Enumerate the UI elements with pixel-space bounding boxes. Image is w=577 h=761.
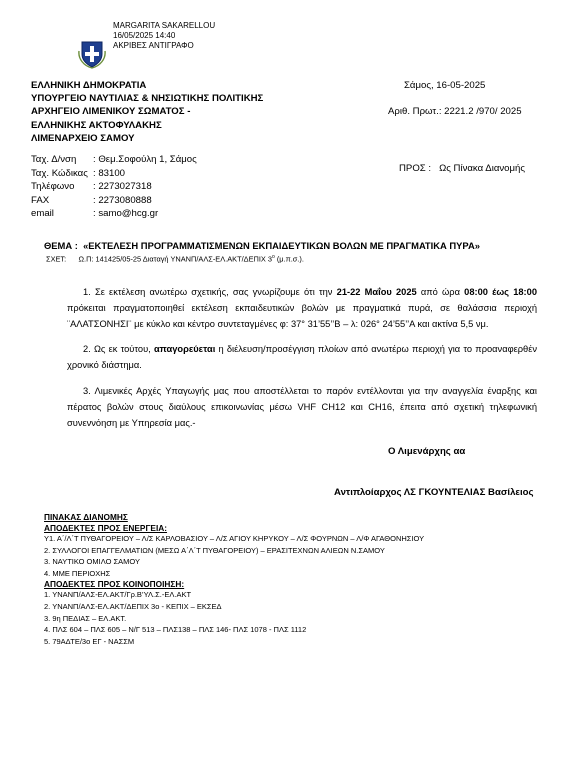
- contact-label: Ταχ. Δ/νση: [31, 154, 77, 165]
- paragraph-2: [67, 342, 537, 374]
- contact-value: : 83100: [93, 167, 126, 179]
- contact-value: : 2273027318: [93, 181, 152, 192]
- paragraph-text: 2. Ως εκ τούτου,: [83, 344, 154, 354]
- contact-label: FAX: [31, 194, 50, 206]
- contact-phone: [31, 180, 197, 194]
- stamp-certification: ΑΚΡΙΒΕΣ ΑΝΤΙΓΡΑΦΟ: [113, 41, 194, 50]
- info-recipient-item: 2. ΥΝΑΝΠ/ΑΛΣ-ΕΛ.ΑΚΤ/ΔΕΠΙΧ 3ο - ΚΕΠΙΧ – ΕΚΣΕΔ: [44, 601, 222, 611]
- reference-line: [46, 254, 304, 263]
- header-line: ΑΡΧΗΓΕΙΟ ΛΙΜΕΝΙΚΟΥ ΣΩΜΑΤΟΣ -: [31, 106, 191, 118]
- contact-email: [31, 207, 197, 221]
- contact-value: : samo@hcg.gr: [93, 208, 159, 219]
- contact-value: : 2273080888: [93, 194, 152, 206]
- header-line: ΛΙΜΕΝΑΡΧΕΙΟ ΣΑΜΟΥ: [31, 132, 135, 144]
- header-line: ΕΛΛΗΝΙΚΗΣ ΑΚΤΟΦΥΛΑΚΗΣ: [31, 119, 162, 131]
- info-recipients-title: ΑΠΟΔΕΚΤΕΣ ΠΡΟΣ ΚΟΙΝΟΠΟΙΗΣΗ:: [44, 579, 185, 590]
- action-recipient-item: 3. ΝΑΥΤΙΚΟ ΟΜΙΛΟ ΣΑΜΟΥ: [44, 557, 140, 567]
- contact-postcode: [31, 167, 197, 181]
- paragraph-text: 1. Σε εκτέλεση ανωτέρω σχετικής, σας γνωρίζουμε ότι την: [83, 287, 337, 297]
- paragraph-3: [67, 384, 537, 431]
- recipient-value: Ως Πίνακα Διανομής: [439, 163, 525, 174]
- paragraph-text: η διέλευση/προσέγγιση πλοίων από ανωτέρω περιοχή για το προαναφερθέν χρονικό διάστημα.: [67, 344, 537, 370]
- paragraph-text: από ώρα: [416, 287, 465, 297]
- reference-text: Ω.Π: 141425/05-25 Διαταγή ΥΝΑΝΠ/ΑΛΣ-ΕΛ.ΑΚΤ/ΔΕΠΙΧ 3: [78, 254, 272, 264]
- paragraph-time: 08:00 έως 18:00: [464, 287, 537, 297]
- distribution-title: ΠΙΝΑΚΑΣ ΔΙΑΝΟΜΗΣ: [44, 512, 128, 522]
- reference-sup: ο: [271, 254, 275, 260]
- info-recipient-item: 3. 9η ΠΕΔΙΑΣ – ΕΛ.ΑΚΤ.: [44, 613, 127, 623]
- contact-label: email: [31, 208, 54, 219]
- distribution-list: [44, 512, 424, 647]
- recipient: [399, 163, 525, 174]
- action-recipient-item: 4. ΜΜΕ ΠΕΡΙΟΧΗΣ: [44, 568, 111, 578]
- subject-line: [44, 240, 480, 251]
- contact-value: : Θεμ.Σοφούλη 1, Σάμος: [93, 154, 197, 165]
- paragraph-text: 3. Λιμενικές Αρχές Υπαγωγής μας που αποστέλλεται το παρόν εντέλλονται για την αναγγελία έναρξης και πέρατος βολών στους διαύλους επικοινωνίας μέσω VHF CH12 και CH16, έπειτα από σχετική τηλεφωνική συνεννόηση με Υπηρεσία μας.-: [67, 386, 537, 428]
- signature-title: Ο Λιμενάρχης αα: [388, 446, 466, 457]
- header-line: ΥΠΟΥΡΓΕΙΟ ΝΑΥΤΙΛΙΑΣ & ΝΗΣΙΩΤΙΚΗΣ ΠΟΛΙΤΙΚΗΣ: [31, 93, 264, 105]
- stamp-signer: MARGARITA SAKARELLOU: [113, 21, 216, 30]
- header-line: ΕΛΛΗΝΙΚΗ ΔΗΜΟΚΡΑΤΙΑ: [31, 80, 147, 91]
- info-recipient-item: 5. 79ΑΔΤΕ/3ο ΕΓ - ΝΑΣΣΜ: [44, 636, 135, 646]
- contact-fax: [31, 194, 197, 208]
- info-recipient-item: 1. ΥΝΑΝΠ/ΑΛΣ-ΕΛ.ΑΚΤ/Γρ.Β’ΥΛ.Σ.-ΕΛ.ΑΚΤ: [44, 590, 192, 600]
- contact-label: Ταχ. Κώδικας: [31, 167, 88, 179]
- paragraph-text: πρόκειται πραγματοποιηθεί εκτέλεση εκπαιδευτικών βολών με πραγματικά πυρά, σε θαλάσσια περιοχή ¨ΑΛΑΤΣΟΝΗΣΙ¨ με κύκλο και κέντρο συντεταγμένες φ: 37° 31’55’’Β – λ: 026° 24’55’’Α και ακτίνα 5,5 νμ.: [67, 302, 537, 329]
- subject-label: ΘΕΜΑ :: [44, 240, 78, 251]
- action-recipient-item: 2. ΣΥΛΛΟΓΟΙ ΕΠΑΓΓΕΛΜΑΤΙΩΝ (ΜΕΣΩ Α΄Λ΄Τ ΠΥΘΑΓΟΡΕΙΟΥ) – ΕΡΑΣΙΤΕΧΝΩΝ ΑΛΙΕΩΝ Ν.ΣΑΜΟΥ: [44, 545, 385, 555]
- contact-block: [31, 153, 197, 221]
- paragraph-1: [67, 285, 537, 332]
- recipient-label: ΠΡΟΣ :: [399, 163, 432, 174]
- contact-label: Τηλέφωνο: [31, 181, 75, 192]
- issuing-authority: [31, 79, 263, 145]
- info-recipient-item: 4. ΠΛΣ 604 – ΠΛΣ 605 – Ν/Γ 513 – ΠΛΣ138 – ΠΛΣ 146- ΠΛΣ 1078 - ΠΛΣ 1112: [44, 625, 307, 635]
- paragraph-prohibited: απαγορεύεται: [153, 344, 216, 354]
- coat-of-arms-icon: [78, 39, 106, 69]
- action-recipient-item: Υ1. Α΄/Λ΄Τ ΠΥΘΑΓΟΡΕΙΟΥ – Λ/Σ ΚΑΡΛΟΒΑΣΙΟΥ – Λ/Σ ΑΓΙΟΥ ΚΗΡΥΚΟΥ – Λ/Σ ΦΟΥΡΝΩΝ – Λ/Φ ΑΓΑΘΟΝΗΣΙΟΥ: [44, 534, 425, 543]
- protocol-number: Αριθ. Πρωτ.: 2221.2 /970/ 2025: [388, 106, 522, 117]
- subject-text: «ΕΚΤΕΛΕΣΗ ΠΡΟΓΡΑΜΜΑΤΙΣΜΕΝΩΝ ΕΚΠΑΙΔΕΥΤΙΚΩΝ ΒΟΛΩΝ ΜΕ ΠΡΑΓΜΑΤΙΚΑ ΠΥΡΑ»: [83, 240, 480, 251]
- action-recipients-title: ΑΠΟΔΕΚΤΕΣ ΠΡΟΣ ΕΝΕΡΓΕΙΑ:: [44, 523, 168, 533]
- stamp-datetime: 16/05/2025 14:40: [113, 31, 176, 40]
- reference-tail: (μ.π.σ.).: [274, 254, 304, 264]
- contact-address: [31, 153, 197, 167]
- paragraph-dates: 21-22 Μαΐου 2025: [336, 287, 417, 297]
- signature-stamp: [113, 21, 215, 51]
- signature-name: Αντιπλοίαρχος ΛΣ ΓΚΟΥΝΤΕΛΙΑΣ Βασίλειος: [334, 487, 534, 498]
- place-date: Σάμος, 16-05-2025: [404, 80, 486, 91]
- reference-label: ΣΧΕΤ:: [46, 254, 67, 264]
